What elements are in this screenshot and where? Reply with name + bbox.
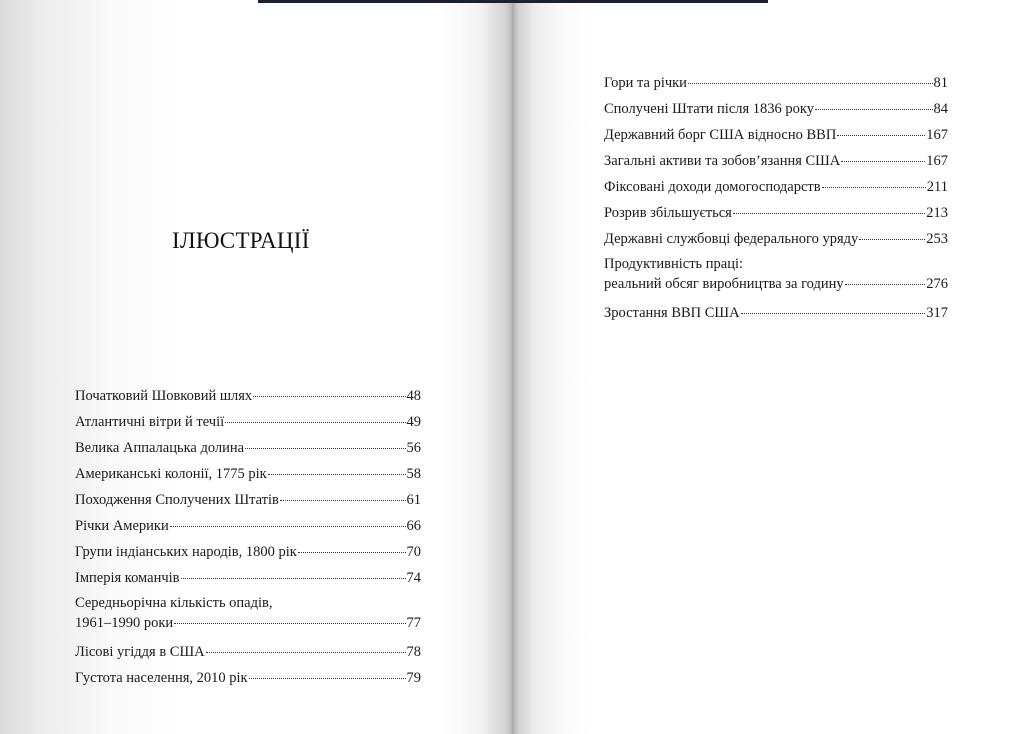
toc-entry-title-line1: Середньорічна кількість опадів, (75, 595, 273, 611)
leader-dots (206, 652, 406, 653)
leader-dots (298, 552, 406, 553)
toc-entry-title: Велика Аппалацька долина (75, 440, 245, 456)
toc-entry (75, 383, 421, 409)
toc-entry-title: Фіксовані доходи домогосподарств (604, 179, 821, 195)
toc-entry (75, 665, 421, 691)
toc-entry (75, 513, 421, 539)
leader-dots (268, 474, 406, 475)
leader-dots (170, 526, 406, 527)
toc-entry-page: 167 (926, 127, 948, 143)
toc-entry-page: 167 (926, 153, 948, 169)
toc-entry-title: Державний борг США відносно ВВП (604, 127, 837, 143)
toc-entry-title-line2: реальний обсяг виробництва за годину (604, 276, 844, 292)
toc-entry-title: Річки Америки (75, 518, 169, 534)
toc-entry-title: Сполучені Штати після 1836 року (604, 101, 815, 117)
toc-entry-title: Густота населення, 2010 рік (75, 670, 248, 686)
toc-entry-title: Групи індіанських народів, 1800 рік (75, 544, 297, 560)
toc-entry-page: 77 (406, 615, 421, 631)
leader-dots (841, 161, 925, 162)
toc-entry-page: 66 (406, 518, 421, 534)
toc-entry-page: 56 (406, 440, 421, 456)
toc-entry (75, 539, 421, 565)
toc-entry-title: Лісові угіддя в США (75, 644, 205, 660)
toc-entry (604, 96, 948, 122)
toc-list-right (604, 70, 948, 326)
toc-entry (604, 226, 948, 252)
toc-entry-title: Державні службовці федерального уряду (604, 231, 859, 247)
toc-entry (75, 487, 421, 513)
leader-dots (741, 313, 926, 314)
leader-dots (845, 284, 926, 285)
toc-entry-page: 70 (406, 544, 421, 560)
toc-entry (604, 122, 948, 148)
leader-dots (859, 239, 925, 240)
toc-entry-page: 61 (406, 492, 421, 508)
toc-entry (75, 591, 421, 639)
toc-entry (604, 200, 948, 226)
toc-entry-title: Американські колонії, 1775 рік (75, 466, 267, 482)
leader-dots (837, 135, 925, 136)
leader-dots (733, 213, 925, 214)
leader-dots (249, 678, 406, 679)
leader-dots (253, 396, 405, 397)
toc-entry-page: 81 (933, 75, 948, 91)
leader-dots (245, 448, 405, 449)
toc-entry-title: Гори та річки (604, 75, 687, 91)
toc-entry-title: Походження Сполучених Штатів (75, 492, 279, 508)
toc-entry-title: Загальні активи та зобов’язання США (604, 153, 841, 169)
toc-entry (75, 639, 421, 665)
leader-dots (815, 109, 932, 110)
toc-entry-page: 253 (926, 231, 948, 247)
toc-entry-title: Розрив збільшується (604, 205, 732, 221)
toc-entry (604, 148, 948, 174)
toc-entry-title: Атлантичні вітри й течії (75, 414, 225, 430)
toc-entry-title: Імперія команчів (75, 570, 180, 586)
leader-dots (822, 187, 926, 188)
toc-entry (604, 70, 948, 96)
toc-entry (75, 565, 421, 591)
toc-entry-page: 213 (926, 205, 948, 221)
leader-dots (688, 83, 933, 84)
toc-entry-page: 48 (406, 388, 421, 404)
toc-entry-page: 84 (933, 101, 948, 117)
toc-entry (604, 252, 948, 300)
toc-entry-page: 276 (926, 276, 948, 292)
toc-entry-page: 74 (406, 570, 421, 586)
toc-entry-page: 78 (406, 644, 421, 660)
leader-dots (174, 623, 405, 624)
leader-dots (181, 578, 406, 579)
toc-entry-page: 211 (926, 179, 948, 195)
leader-dots (280, 500, 406, 501)
toc-entry (604, 300, 948, 326)
toc-entry-page: 317 (926, 305, 948, 321)
toc-entry-page: 79 (406, 670, 421, 686)
toc-entry (75, 435, 421, 461)
toc-entry-title: Зростання ВВП США (604, 305, 740, 321)
toc-entry-title-line2: 1961–1990 роки (75, 615, 174, 631)
toc-entry-title-line1: Продуктивність праці: (604, 256, 744, 272)
toc-entry-title: Початковий Шовковий шлях (75, 388, 253, 404)
toc-list-left (75, 383, 421, 691)
toc-entry-page: 58 (406, 466, 421, 482)
toc-entry-page: 49 (406, 414, 421, 430)
toc-entry (75, 409, 421, 435)
page-heading: ІЛЮСТРАЦІЇ (172, 228, 310, 253)
toc-entry (604, 174, 948, 200)
toc-entry (75, 461, 421, 487)
cover-edge (258, 0, 768, 3)
leader-dots (225, 422, 405, 423)
